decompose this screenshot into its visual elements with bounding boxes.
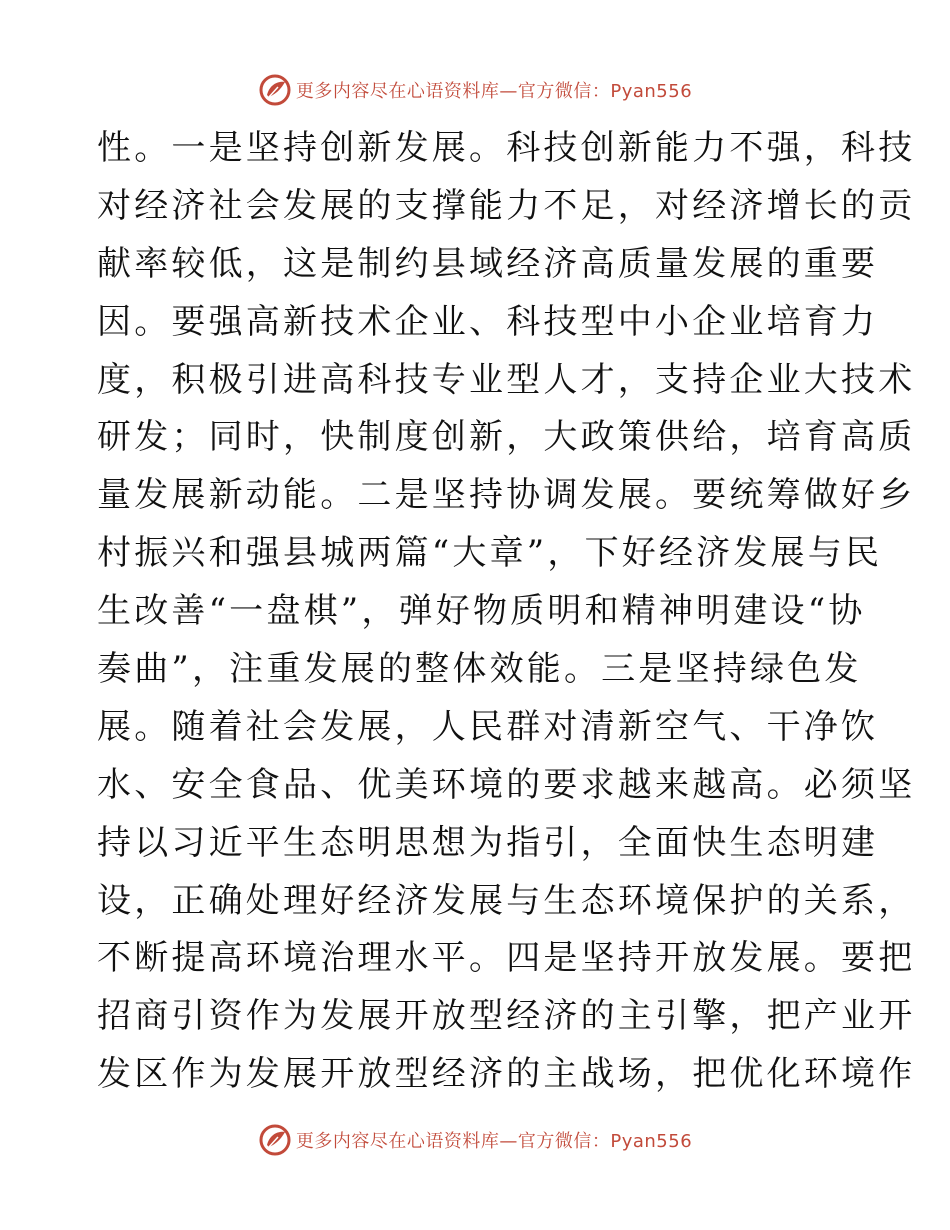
text-line: 对经济社会发展的支撑能力不足，对经济增长的贡	[97, 185, 916, 226]
footer-banner-text: 更多内容尽在心语资料库—官方微信：Pyan556	[295, 1131, 693, 1152]
text-line: 持以习近平生态明思想为指引，全面快生态明建	[97, 822, 879, 863]
text-line: 展。随着社会发展，人民群对清新空气、干净饮	[97, 706, 879, 747]
text-line: 水、安全食品、优美环境的要求越来越高。必须坚	[97, 764, 916, 805]
header-banner	[0, 70, 950, 110]
document-body	[97, 125, 916, 1109]
text-line: 不断提高环境治理水平。四是坚持开放发展。要把	[97, 938, 916, 979]
text-line: 设，正确处理好经济发展与生态环境保护的关系，	[97, 880, 916, 921]
text-line: 奏曲”，注重发展的整体效能。三是坚持绿色发	[97, 649, 862, 690]
text-line: 性。一是坚持创新发展。科技创新能力不强，科技	[97, 128, 916, 168]
text-line: 生改善“一盘棋”，弹好物质明和精神明建设“协	[97, 591, 866, 632]
text-line: 因。要强高新技术企业、科技型中小企业培育力	[97, 301, 879, 342]
text-line: 量发展新动能。二是坚持协调发展。要统筹做好乡	[97, 475, 916, 516]
text-line: 度，积极引进高科技专业型人才，支持企业大技术	[97, 359, 916, 400]
red-leaf-logo-icon	[258, 73, 292, 107]
text-line: 招商引资作为发展开放型经济的主引擎，把产业开	[97, 996, 916, 1037]
text-line: 发区作为发展开放型经济的主战场，把优化环境作	[97, 1054, 916, 1095]
text-line: 研发；同时，快制度创新，大政策供给，培育高质	[97, 417, 916, 458]
footer-banner	[0, 1120, 950, 1160]
red-leaf-logo-icon	[258, 1123, 292, 1157]
header-banner-text: 更多内容尽在心语资料库—官方微信：Pyan556	[295, 81, 693, 102]
text-line: 献率较低，这是制约县域经济高质量发展的重要	[97, 243, 879, 284]
text-line: 村振兴和强县城两篇“大章”，下好经济发展与民	[97, 533, 883, 574]
